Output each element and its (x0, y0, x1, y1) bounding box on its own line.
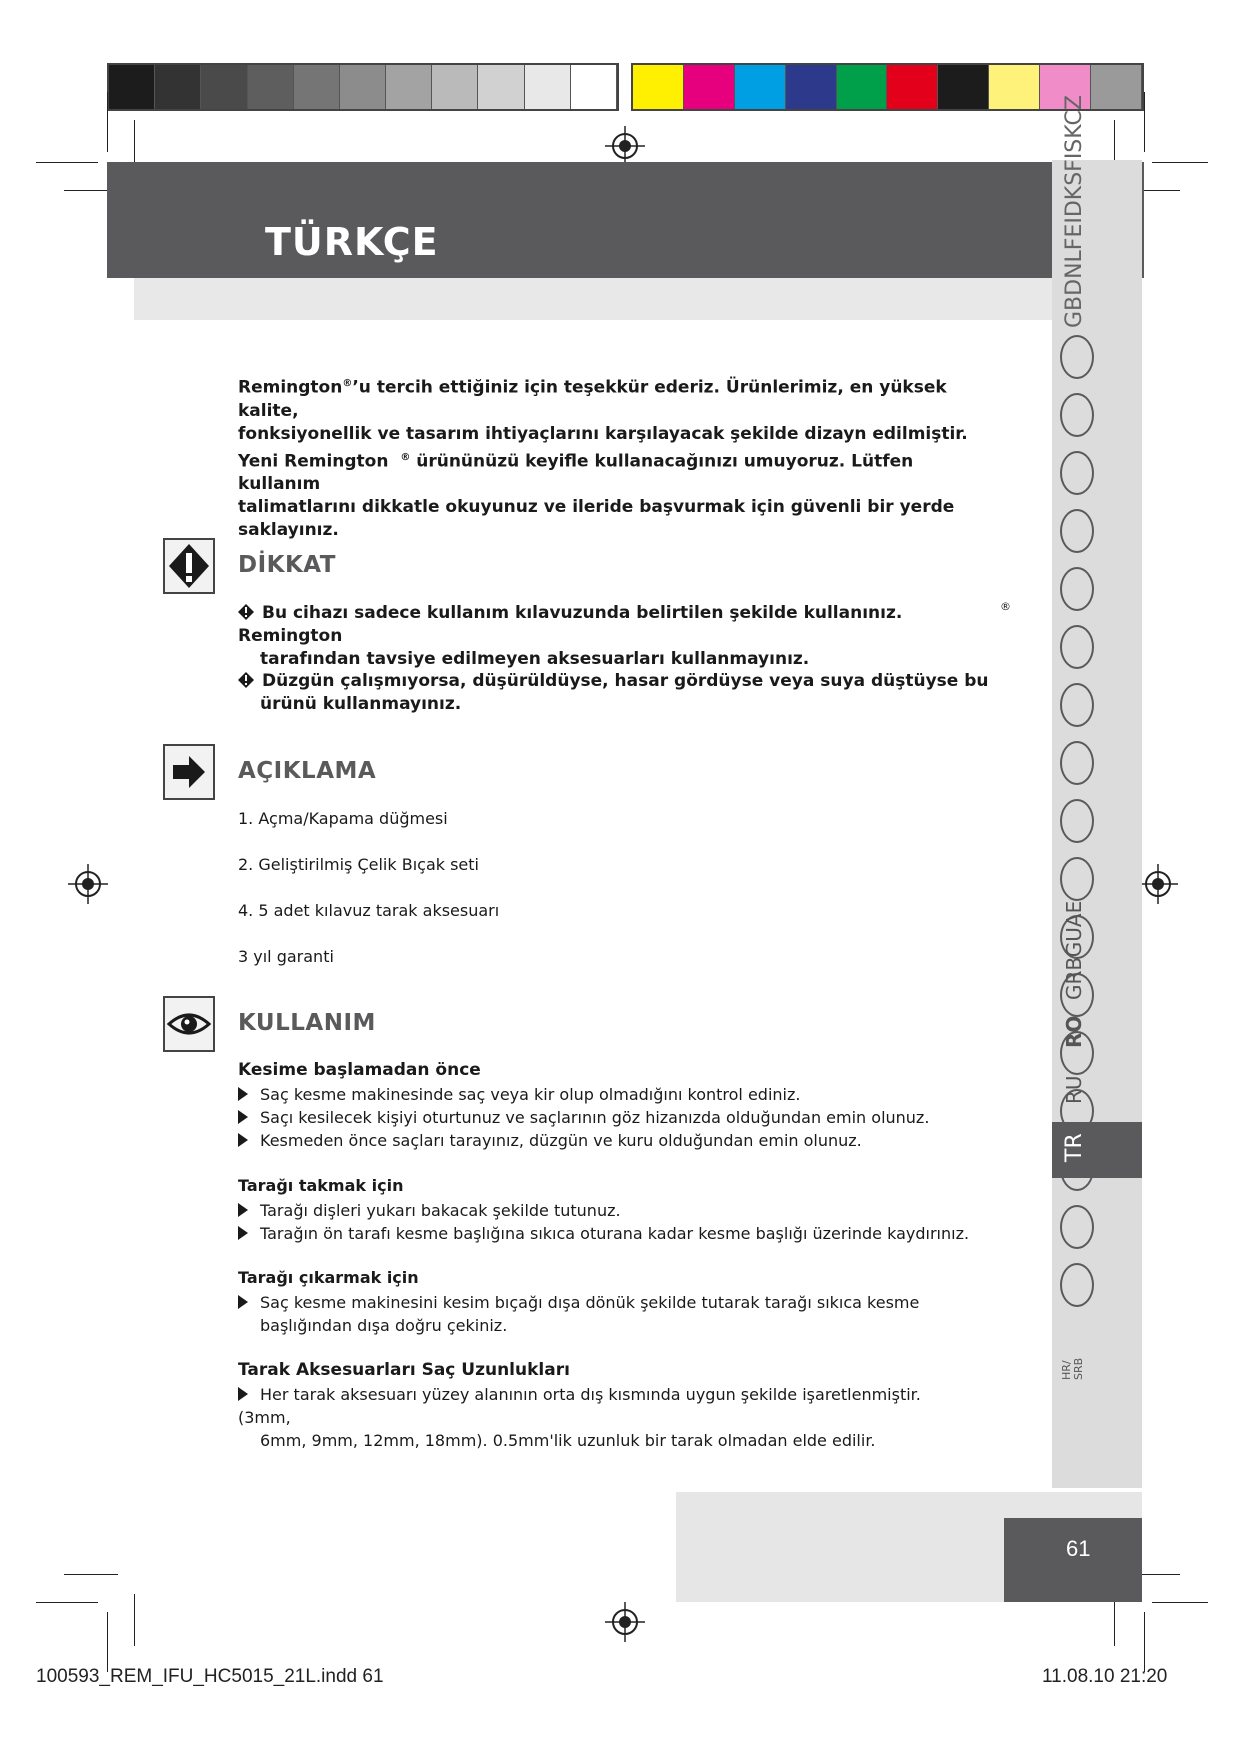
list-item-continuation: 6mm, 9mm, 12mm, 18mm). 0.5mm'lik uzunluk bir tarak olmadan elde edilir. (260, 1431, 876, 1450)
language-oval (1060, 625, 1094, 669)
color-swatch (386, 65, 432, 109)
bullet-list (238, 1199, 978, 1245)
list-item: Her tarak aksesuarı yüzey alanının orta dış kısmında uygun şekilde işaretlenmiştir. (3mm, (238, 1385, 921, 1427)
language-codes-top: GBDNLFEIDKSFISKCZ (1062, 95, 1087, 328)
registered-mark: ® (1000, 600, 1011, 613)
language-oval (1060, 683, 1094, 727)
color-swatch (837, 65, 888, 109)
bullet-list (238, 1083, 978, 1152)
bullet-list (238, 1291, 978, 1337)
color-swatch (478, 65, 524, 109)
warning-item: Düzgün çalışmıyorsa, düşürüldüyse, hasar gördüyse veya suya düştüyse bu ürünü kullanmayınız. (238, 670, 998, 716)
description-item: 1. Açma/Kapama düğmesi (238, 809, 448, 828)
exclamation-icon (165, 540, 213, 592)
registration-mark-icon (605, 1602, 645, 1642)
description-item: 4. 5 adet kılavuz tarak aksesuarı (238, 901, 500, 920)
language-oval (1060, 567, 1094, 611)
list-item: Kesmeden önce saçları tarayınız, düzgün ve kuru olduğundan emin olunuz. (238, 1129, 978, 1152)
language-oval (1060, 1205, 1094, 1249)
language-oval (1060, 1263, 1094, 1307)
registration-mark-icon (605, 126, 645, 166)
grey-scale-bar (107, 63, 619, 111)
page-number: 61 (1066, 1536, 1091, 1561)
color-swatch (989, 65, 1040, 109)
color-swatch (201, 65, 247, 109)
color-swatch (887, 65, 938, 109)
list-item: Tarağı dişleri yukarı bakacak şekilde tutunuz. (238, 1199, 978, 1222)
color-swatch (432, 65, 478, 109)
warning-section-icon (163, 538, 215, 594)
crop-mark (36, 1602, 98, 1603)
description-item: 3 yıl garanti (238, 947, 334, 966)
color-swatch (155, 65, 201, 109)
subheading: Tarağı takmak için (238, 1176, 404, 1195)
language-oval (1060, 799, 1094, 843)
subheading: Kesime başlamadan önce (238, 1060, 481, 1080)
crop-mark (64, 1574, 118, 1575)
subheading: Tarak Aksesuarları Saç Uzunlukları (238, 1360, 570, 1380)
language-oval (1060, 509, 1094, 553)
warning-item: Bu cihazı sadece kullanım kılavuzunda belirtilen şekilde kullanınız. Remington tarafından tavsiye edilmeyen aksesuarları kullanmayınız. (238, 603, 903, 669)
intro-paragraph: Remington®’u tercih ettiğiniz için teşekkür ederiz. Ürünlerimiz, en yüksek kalite, fonksiyonellik ve tasarım ihtiyaçlarını karşılayacak şekilde dizayn edilmiştir. Yeni Remington ® ürününüzü keyifle kullanacağınızı umuyoruz. Lütfen kullanım talimatlarını dikkatle okuyunuz ve ileride başvurmak için güvenli bir yerde saklayınız. (238, 377, 968, 541)
language-tab-gr-bg: GRBGUAE (1062, 900, 1086, 1000)
language-oval (1060, 335, 1094, 379)
language-tab-ru: RU (1062, 1075, 1086, 1104)
crop-mark (1152, 162, 1208, 163)
list-item: Saçı kesilecek kişiyi oturtunuz ve saçlarının göz hizanızda olduğundan emin olunuz. (238, 1106, 978, 1129)
crop-mark (107, 1612, 108, 1672)
language-oval (1060, 741, 1094, 785)
description-title: AÇIKLAMA (238, 758, 377, 784)
list-item: Saç kesme makinesini kesim bıçağı dışa dönük şekilde tutarak tarağı sıkıca kesme (238, 1291, 978, 1314)
usage-title: KULLANIM (238, 1010, 376, 1036)
registration-mark-icon (68, 864, 108, 904)
page-header (107, 162, 1144, 278)
list-item: Saç kesme makinesinde saç veya kir olup olmadığını kontrol ediniz. (238, 1083, 978, 1106)
crop-mark (1152, 1602, 1208, 1603)
eye-icon (165, 998, 213, 1050)
color-swatch (340, 65, 386, 109)
language-oval (1060, 393, 1094, 437)
page-number-box (1004, 1518, 1142, 1602)
registration-mark-icon (1138, 864, 1178, 904)
color-swatch (684, 65, 735, 109)
subheading: Tarağı çıkarmak için (238, 1268, 419, 1287)
description-section-icon (163, 744, 215, 800)
page-title: TÜRKÇE (265, 220, 439, 264)
color-swatch (525, 65, 571, 109)
crop-mark (134, 1594, 135, 1646)
language-tab-srb: SRB (1072, 1357, 1085, 1380)
description-item: 2. Geliştirilmiş Çelik Bıçak seti (238, 855, 479, 874)
bullet-list (238, 1383, 978, 1452)
color-swatch (571, 65, 617, 109)
color-swatch (735, 65, 786, 109)
crop-mark (1144, 92, 1145, 152)
color-swatch (109, 65, 155, 109)
color-swatch (633, 65, 684, 109)
crop-mark (1144, 1612, 1145, 1672)
crop-mark (107, 92, 108, 152)
warning-bullet-icon (238, 604, 254, 620)
header-shadow (134, 278, 1052, 320)
language-tab-hr: HR/ (1060, 1360, 1073, 1380)
language-oval (1060, 451, 1094, 495)
arrow-right-icon (165, 746, 213, 798)
color-swatch (248, 65, 294, 109)
list-item-continuation: başlığından dışa doğru çekiniz. (260, 1316, 508, 1335)
color-swatch (1091, 65, 1142, 109)
list-item: Tarağın ön tarafı kesme başlığına sıkıca oturana kadar kesme başlığı üzerinde kaydırınız. (238, 1222, 978, 1245)
crop-mark (36, 162, 98, 163)
color-swatch (294, 65, 340, 109)
warning-title: DİKKAT (238, 552, 336, 578)
language-tab-tr: TR (1062, 1133, 1087, 1162)
footer-date: 11.08.10 21:20 (1042, 1666, 1168, 1687)
footer-file-info: 100593_REM_IFU_HC5015_21L.indd 61 (36, 1666, 384, 1687)
color-swatch (786, 65, 837, 109)
color-swatch (938, 65, 989, 109)
language-tab-ro: RO (1062, 1015, 1086, 1048)
language-oval (1060, 857, 1094, 901)
warning-bullet-icon (238, 672, 254, 688)
usage-section-icon (163, 996, 215, 1052)
